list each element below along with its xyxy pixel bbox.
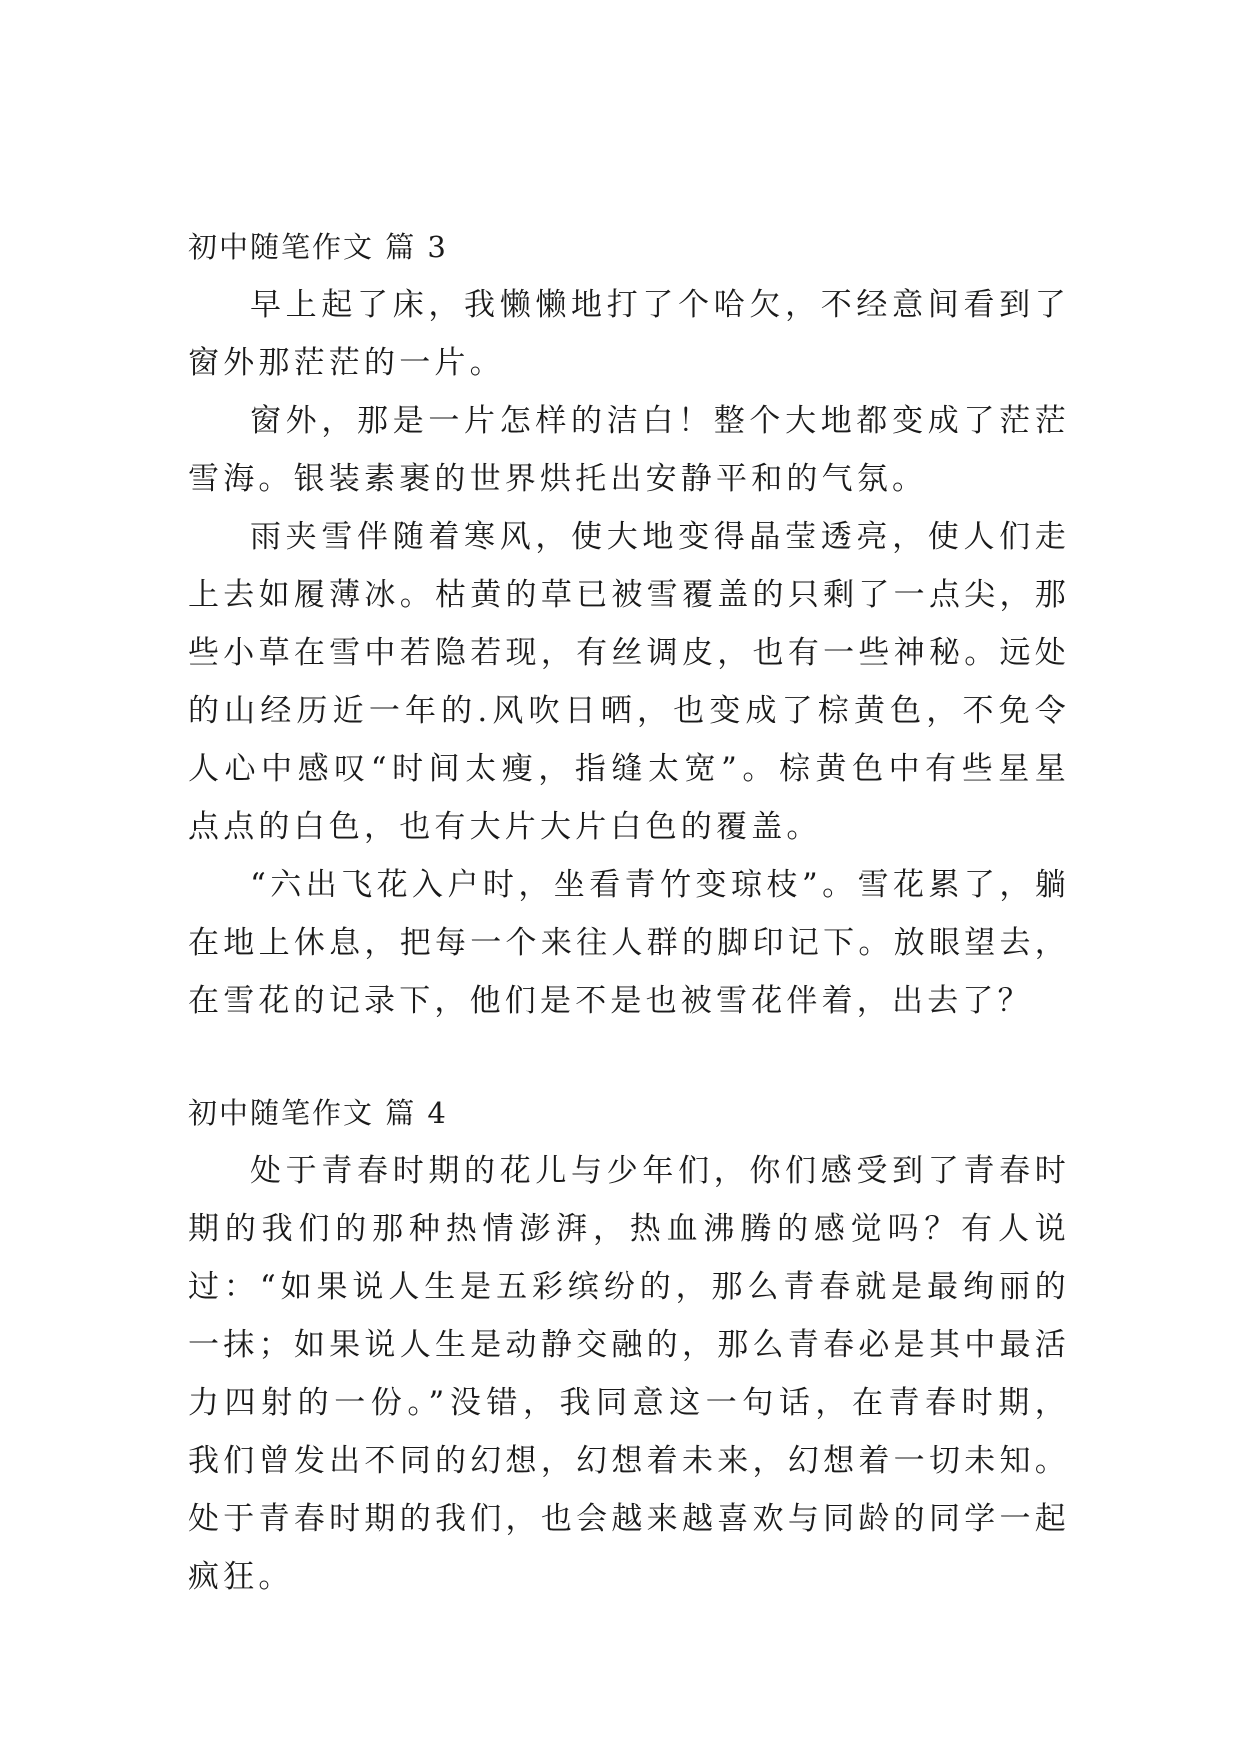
essay-section-3: [188, 218, 1070, 1030]
paragraph: 早上起了床，我懒懒地打了个哈欠，不经意间看到了窗外那茫茫的一片。: [188, 287, 1070, 381]
paragraph: 雨夹雪伴随着寒风，使大地变得晶莹透亮，使人们走上去如履薄冰。枯黄的草已被雪覆盖的只剩了一点尖，那些小草在雪中若隐若现，有丝调皮，也有一些神秘。远处的山经历近一年的.风吹日晒，也变成了棕黄色，不免令人心中感叹“时间太瘦，指缝太宽”。棕黄色中有些星星点点的白色，也有大片大片白色的覆盖。: [188, 519, 1070, 845]
section-heading: 初中随笔作文 篇 3: [188, 230, 448, 264]
document-body: [188, 218, 1070, 1606]
paragraph: “六出飞花入户时，坐看青竹变琼枝”。雪花累了，躺在地上休息，把每一个来往人群的脚印记下。放眼望去，在雪花的记录下，他们是不是也被雪花伴着，出去了？: [188, 867, 1070, 1019]
essay-section-4: [188, 1084, 1070, 1606]
section-heading: 初中随笔作文 篇 4: [188, 1096, 448, 1130]
paragraph: 窗外，那是一片怎样的洁白！整个大地都变成了茫茫雪海。银装素裹的世界烘托出安静平和的气氛。: [188, 403, 1070, 497]
paragraph: 处于青春时期的花儿与少年们，你们感受到了青春时期的我们的那种热情澎湃，热血沸腾的感觉吗？有人说过：“如果说人生是五彩缤纷的，那么青春就是最绚丽的一抹；如果说人生是动静交融的，那么青春必是其中最活力四射的一份。”没错，我同意这一句话，在青春时期，我们曾发出不同的幻想，幻想着未来，幻想着一切未知。处于青春时期的我们，也会越来越喜欢与同龄的同学一起疯狂。: [188, 1153, 1070, 1595]
